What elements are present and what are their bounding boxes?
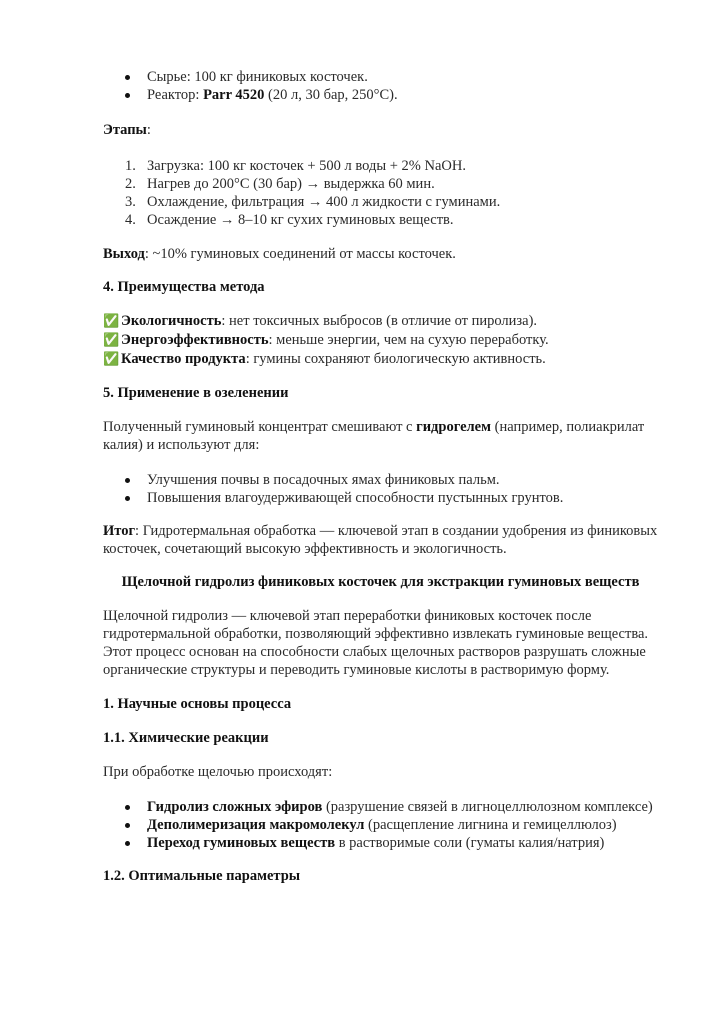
output-paragraph xyxy=(103,245,658,263)
stages-colon: : xyxy=(146,122,151,138)
output-label: Выход xyxy=(103,246,145,262)
advantage-name: Экологичность xyxy=(121,313,222,329)
intro-text: Полученный гуминовый концентрат смешивают с xyxy=(103,419,417,435)
step-number: 3. xyxy=(125,194,136,210)
advantage-item xyxy=(103,312,658,331)
list-item xyxy=(103,175,658,193)
list-item xyxy=(103,834,658,852)
stages-list xyxy=(103,157,658,229)
intro-text: (например, полиакрилат калия) и используют для: xyxy=(103,419,645,453)
science-heading: 1. Научные основы процесса xyxy=(103,696,292,712)
list-item xyxy=(103,157,658,175)
list-item xyxy=(103,816,658,834)
reaction-text: в растворимые соли (гуматы калия/натрия) xyxy=(335,835,605,851)
advantage-text: : гумины сохраняют биологическую активность. xyxy=(245,351,546,367)
optimal-parameters-heading: 1.2. Оптимальные параметры xyxy=(103,868,301,884)
advantage-text: : меньше энергии, чем на сухую переработку. xyxy=(268,332,549,348)
stages-label: Этапы xyxy=(103,122,147,138)
hydrolysis-title: Щелочной гидролиз финиковых косточек для экстракции гуминовых веществ xyxy=(121,574,640,590)
section-4-heading: 4. Преимущества метода xyxy=(103,279,265,295)
list-item-text: Повышения влагоудерживающей способности пустынных грунтов. xyxy=(147,490,564,506)
reactions-list xyxy=(103,798,658,852)
step-number: 4. xyxy=(125,212,136,228)
hydrolysis-intro: Щелочной гидролиз — ключевой этап переработки финиковых косточек после гидротермальной обработки, позволяющий эффективно извлекать гуминовые вещества. Этот процесс основан на способности слабых щелочных растворов разрушать сложные органические структуры и переводить гуминовые кислоты в растворимую форму. xyxy=(103,608,649,678)
list-item xyxy=(103,68,658,86)
summary-label: Итог xyxy=(103,523,136,539)
output-text: : ~10% гуминовых соединений от массы косточек. xyxy=(144,246,456,262)
summary-text: : Гидротермальная обработка — ключевой этап в создании удобрения из финиковых косточек, сочетающий высокую эффективность и экологичность. xyxy=(103,523,658,557)
reaction-name: Гидролиз сложных эфиров xyxy=(147,799,323,815)
step-text: Загрузка: 100 кг косточек + 500 л воды + 2% NaOH. xyxy=(147,158,466,174)
check-mark-icon: ✅ xyxy=(103,314,120,329)
list-item xyxy=(103,86,658,104)
reactions-intro: При обработке щелочью происходят: xyxy=(103,764,333,780)
section-5-heading: 5. Применение в озеленении xyxy=(103,385,289,401)
list-item-text: Улучшения почвы в посадочных ямах финиковых пальм. xyxy=(147,472,500,488)
advantage-item xyxy=(103,331,658,350)
advantage-item xyxy=(103,350,658,369)
reaction-text: (разрушение связей в лигноцеллюлозном комплексе) xyxy=(322,799,653,815)
section-5-intro xyxy=(103,418,658,454)
summary-paragraph xyxy=(103,522,658,558)
reaction-name: Переход гуминовых веществ xyxy=(147,835,336,851)
advantage-name: Качество продукта xyxy=(121,351,246,367)
intro-bold: гидрогелем xyxy=(416,419,491,435)
advantage-name: Энергоэффективность xyxy=(121,332,269,348)
list-item-text: Сырье: 100 кг финиковых косточек. xyxy=(147,69,368,85)
step-number: 1. xyxy=(125,158,136,174)
stages-heading xyxy=(103,121,658,139)
list-item xyxy=(103,798,658,816)
reactor-model: Parr 4520 xyxy=(203,87,265,103)
check-mark-icon: ✅ xyxy=(103,333,120,348)
list-item xyxy=(103,211,658,229)
reactor-label: Реактор: xyxy=(147,87,204,103)
check-mark-icon: ✅ xyxy=(103,352,120,367)
chemical-reactions-heading: 1.1. Химические реакции xyxy=(103,730,269,746)
step-text: Осаждение → 8–10 кг сухих гуминовых веществ. xyxy=(147,212,454,228)
application-list xyxy=(103,471,658,507)
reaction-name: Деполимеризация макромолекул xyxy=(147,817,365,833)
list-item xyxy=(103,471,658,489)
list-item xyxy=(103,489,658,507)
advantage-text: : нет токсичных выбросов (в отличие от пиролиза). xyxy=(221,313,538,329)
step-text: Охлаждение, фильтрация → 400 л жидкости с гуминами. xyxy=(147,194,501,210)
list-item xyxy=(103,193,658,211)
reactor-specs: (20 л, 30 бар, 250°C). xyxy=(264,87,398,103)
step-number: 2. xyxy=(125,176,136,192)
step-text: Нагрев до 200°C (30 бар) → выдержка 60 мин. xyxy=(147,176,435,192)
reaction-text: (расщепление лигнина и гемицеллюлоз) xyxy=(364,817,617,833)
advantages-list xyxy=(103,312,658,369)
raw-material-list xyxy=(103,68,658,104)
document-page xyxy=(103,68,658,885)
